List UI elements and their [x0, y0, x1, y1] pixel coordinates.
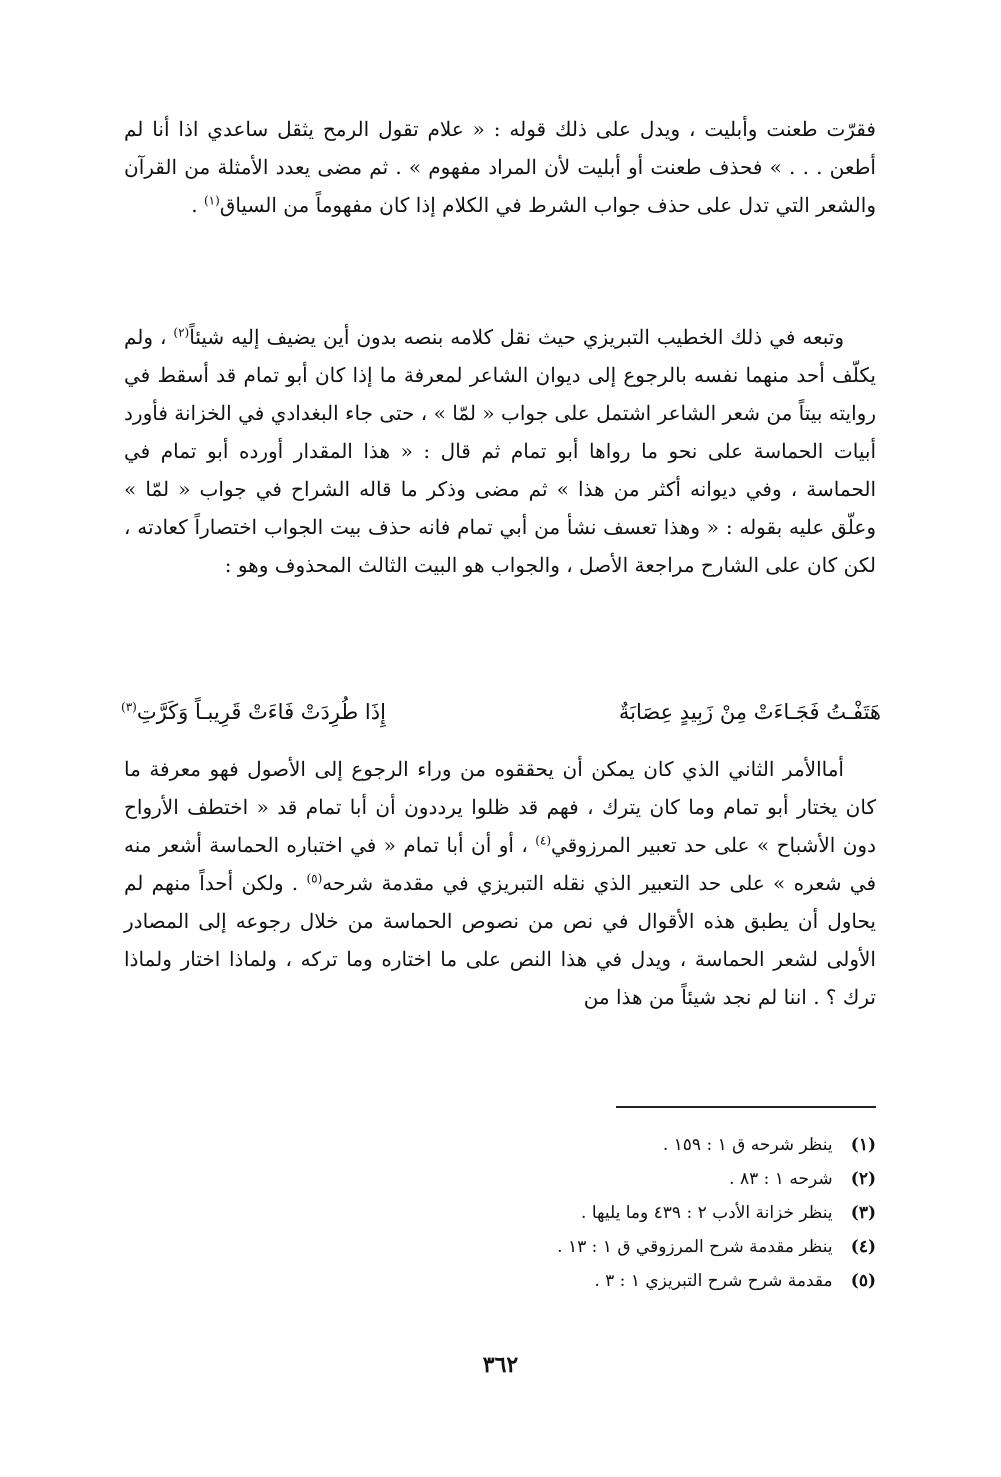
footnote-item — [124, 1162, 876, 1196]
footnote-text: مقدمة شرح شرح التبريزي ١ : ٣ . — [594, 1271, 833, 1291]
paragraph-1 — [124, 110, 876, 224]
paragraph-2 — [124, 318, 876, 584]
footnote-ref: (٢) — [173, 325, 190, 340]
footnote-number: (١) — [850, 1135, 876, 1155]
paragraph-text: . — [191, 193, 204, 217]
footnote-text: شرحه ١ : ٨٣ . — [729, 1169, 833, 1189]
paragraph-3 — [124, 750, 876, 1016]
footnote-ref: (١) — [203, 193, 220, 208]
footnote-separator — [616, 1106, 876, 1108]
footnotes — [124, 1128, 876, 1298]
verse-first-hemistich: هَتَفْـتُ فَجَـاءَتْ مِنْ زَبِيدٍ عِصَابَةٌ — [618, 700, 881, 724]
page-number: ٣٦٢ — [482, 1352, 519, 1378]
footnote-item — [124, 1230, 876, 1264]
paragraph-text: ، ولم يكلّف أحد منهما نفسه بالرجوع إلى ديوان الشاعر لمعرفة ما إذا كان أبو تمام قد أسقط في روايته بيتاً من شعر الشاعر اشتمل على جواب « لمّا » ، حتى جاء البغدادي في الخزانة فأورد أبيات الحماسة على نحو ما رواها أبو تمام ثم قال : « هذا المقدار أورده أبو تمام في الحماسة ، وفي ديوانه أكثر من هذا » ثم مضى وذكر ما قاله الشراح في جواب « لمّا » وعلّق عليه بقوله : « وهذا تعسف نشأ من أبي تمام فانه حذف بيت الجواب اختصاراً كعادته ، لكن كان على الشارح مراجعة الأصل ، والجواب هو البيت الثالث المحذوف وهو : — [124, 325, 877, 577]
paragraph-text: ، أو أن أبا تمام « في اختباره الحماسة أشعر منه في شعره » على حد التعبير الذي نقله التبريزي في مقدمة شرحه — [124, 833, 877, 895]
footnote-text: ينظر خزانة الأدب ٢ : ٤٣٩ وما يليها . — [581, 1203, 833, 1223]
paragraph-text: أماالأمر الثاني الذي كان يمكن أن يحققوه من وراء الرجوع إلى الأصول فهو معرفة ما كان يختار أبو تمام وما كان يترك ، فهم قد ظلوا يرددون أن أبا تمام قد « اختطف الأرواح دون الأشباح » على حد تعبير المرزوقي — [124, 757, 876, 857]
footnote-number: (٤) — [850, 1237, 876, 1257]
footnote-ref: (٥) — [306, 871, 323, 886]
footnote-item — [124, 1196, 876, 1230]
footnote-item — [124, 1264, 876, 1298]
paragraph-text: وتبعه في ذلك الخطيب التبريزي حيث نقل كلامه بنصه بدون أين يضيف إليه شيئاً — [189, 325, 844, 349]
verse-second-hemistich: إِذَا طُرِدَتْ فَاءَتْ قَرِيبـاً وَكَرَّتِ$^{(٣)}$ — [121, 700, 386, 724]
footnote-number: (٥) — [850, 1271, 876, 1291]
footnote-ref: (٤) — [535, 833, 552, 848]
footnote-item — [124, 1128, 876, 1162]
footnote-ref-3: (٣) — [121, 700, 137, 714]
footnote-number: (٢) — [850, 1169, 876, 1189]
footnote-text: ينظر مقدمة شرح المرزوقي ق ١ : ١٣ . — [557, 1237, 833, 1257]
footnote-number: (٣) — [850, 1203, 876, 1223]
paragraph-text: فقرّت طعنت وأبليت ، ويدل على ذلك قوله : « علام تقول الرمح يثقل ساعدي اذا أنا لم أطعن . . . » فحذف طعنت أو أبليت لأن المراد مفهوم » . ثم مضى يعدد الأمثلة من القرآن والشعر التي تدل على حذف جواب الشرط في الكلام إذا كان مفهوماً من السياق — [124, 117, 876, 217]
paragraph-text: . ولكن أحداً منهم لم يحاول أن يطبق هذه الأقوال في نص من نصوص الحماسة من خلال رجوعه إلى المصادر الأولى لشعر الحماسة ، ويدل في هذا النص على ما اختاره وما تركه ، ولماذا اختار ولماذا ترك ؟ . اننا لم نجد شيئاً من هذا من — [124, 871, 876, 1009]
footnote-text: ينظر شرحه ق ١ : ١٥٩ . — [662, 1135, 833, 1155]
poetry-verse — [121, 696, 881, 736]
